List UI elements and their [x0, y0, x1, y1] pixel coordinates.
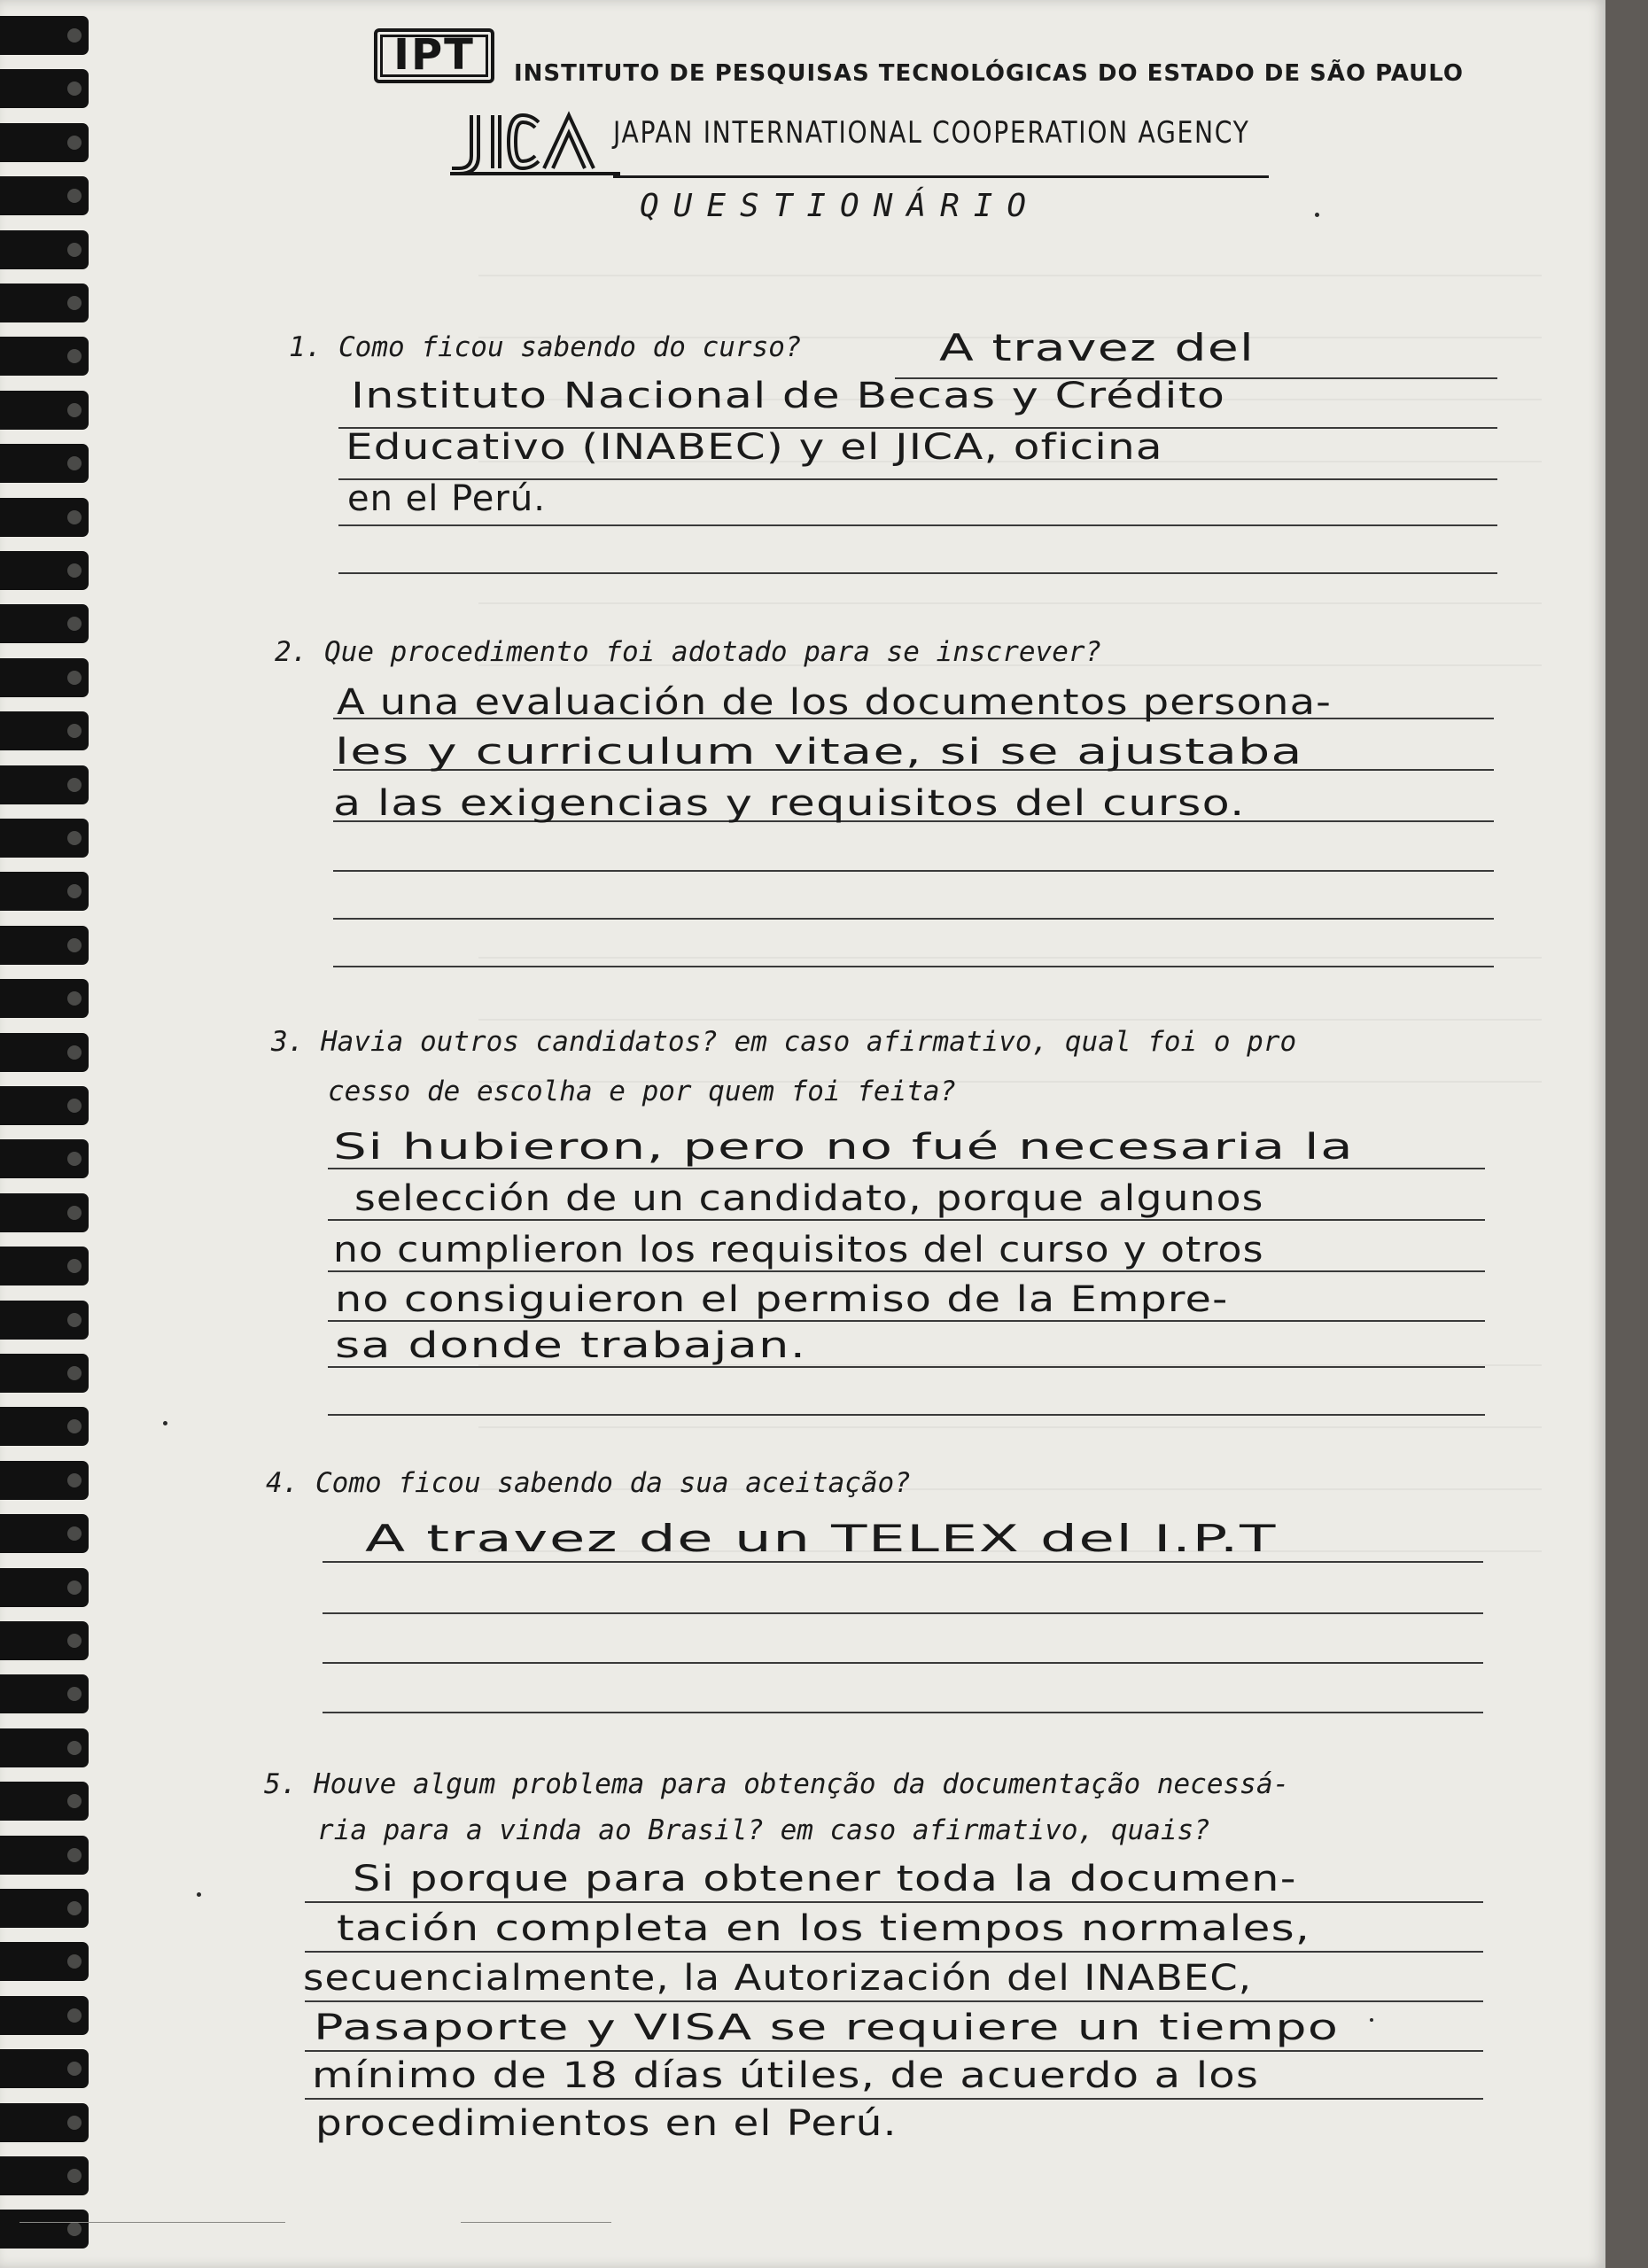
- binding-ring: [0, 123, 89, 162]
- page-title: QUESTIONÁRIO: [640, 188, 1041, 224]
- paper-speck: [163, 1421, 167, 1425]
- binding-ring: [0, 1782, 89, 1821]
- answer-3-line-5: sa donde trabajan.: [335, 1325, 807, 1366]
- answer-1-line-3: Educativo (INABEC) y el JICA, oficina: [346, 427, 1163, 468]
- answer-line: [328, 1270, 1485, 1272]
- answer-line: [323, 1712, 1483, 1713]
- binding-ring: [0, 2156, 89, 2195]
- question-4-number: 4.: [266, 1467, 299, 1499]
- answer-5-line-1: Si porque para obtener toda la documen-: [353, 1859, 1297, 1899]
- binding-ring: [0, 1996, 89, 2035]
- jica-agency-name: JAPAN INTERNATIONAL COOPERATION AGENCY: [613, 115, 1250, 151]
- footer-mark: [19, 2222, 285, 2223]
- question-5-number: 5.: [264, 1768, 298, 1800]
- binding-ring: [0, 176, 89, 215]
- question-2-text: Que procedimento foi adotado para se inscrever?: [324, 636, 1102, 668]
- answer-2-line-3: a las exigencias y requisitos del curso.: [333, 783, 1246, 824]
- answer-3-line-3: no cumplieron los requisitos del curso y otros: [333, 1230, 1264, 1270]
- binding-ring: [0, 551, 89, 590]
- question-3-number: 3.: [271, 1026, 305, 1058]
- binding-ring: [0, 1247, 89, 1285]
- answer-line: [328, 1414, 1485, 1416]
- answer-line: [305, 2000, 1483, 2002]
- question-3: [271, 1026, 1296, 1058]
- binding-ring: [0, 444, 89, 483]
- answer-line: [305, 2050, 1483, 2052]
- binding-ring: [0, 658, 89, 697]
- ipt-logo: IPT: [374, 28, 494, 83]
- binding-ring: [0, 1354, 89, 1393]
- answer-line: [305, 1901, 1483, 1903]
- answer-5-line-3: secuencialmente, la Autorización del INABEC,: [303, 1958, 1253, 1999]
- binding-ring: [0, 1889, 89, 1928]
- answer-line: [305, 2098, 1483, 2100]
- answer-5-line-4: Pasaporte y VISA se requiere un tiempo: [314, 2008, 1340, 2048]
- answer-5-line-6: procedimientos en el Perú.: [315, 2103, 898, 2144]
- binding-ring: [0, 711, 89, 750]
- spiral-binding: [0, 0, 97, 2268]
- answer-4-line-1: A travez de un TELEX del I.P.T: [365, 1517, 1277, 1560]
- answer-line: [323, 1561, 1483, 1563]
- binding-ring: [0, 1407, 89, 1446]
- binding-ring: [0, 284, 89, 322]
- question-5: [264, 1768, 1289, 1800]
- binding-ring: [0, 230, 89, 269]
- answer-3-line-4: no consiguieron el permiso de la Empre-: [335, 1279, 1229, 1320]
- binding-ring: [0, 337, 89, 376]
- answer-line: [328, 1219, 1485, 1221]
- jica-logo: [447, 106, 624, 177]
- binding-ring: [0, 1033, 89, 1072]
- answer-line: [338, 572, 1497, 574]
- question-3-text: Havia outros candidatos? em caso afirmativo, qual foi o pro: [321, 1026, 1297, 1058]
- question-1-number: 1.: [289, 331, 323, 363]
- answer-line: [338, 524, 1497, 526]
- binding-ring: [0, 1514, 89, 1553]
- question-4-text: Como ficou sabendo da sua aceitação?: [315, 1467, 911, 1499]
- binding-ring: [0, 498, 89, 537]
- question-1-text: Como ficou sabendo do curso?: [338, 331, 802, 363]
- binding-ring: [0, 391, 89, 430]
- question-5-text: Houve algum problema para obtenção da documentação necessá-: [314, 1768, 1290, 1800]
- question-2-number: 2.: [275, 636, 308, 668]
- binding-ring: [0, 872, 89, 911]
- question-5-text-continued: ria para a vinda ao Brasil? em caso afirmativo, quais?: [317, 1814, 1210, 1846]
- answer-5-line-5: mínimo de 18 días útiles, de acuerdo a los: [312, 2055, 1260, 2096]
- answer-line: [333, 870, 1494, 872]
- binding-ring: [0, 2103, 89, 2142]
- binding-ring: [0, 765, 89, 804]
- binding-ring: [0, 1836, 89, 1875]
- binding-ring: [0, 1193, 89, 1232]
- answer-line: [328, 1320, 1485, 1322]
- question-2: [275, 636, 1101, 668]
- binding-ring: [0, 2210, 89, 2249]
- binding-ring: [0, 1301, 89, 1340]
- answer-line: [328, 1366, 1485, 1368]
- answer-line: [333, 966, 1494, 967]
- answer-line: [328, 1168, 1485, 1169]
- binding-ring: [0, 1942, 89, 1981]
- binding-ring: [0, 1461, 89, 1500]
- answer-line: [305, 1951, 1483, 1953]
- page-edge: [1605, 0, 1648, 2268]
- binding-ring: [0, 2049, 89, 2088]
- binding-ring: [0, 604, 89, 643]
- answer-2-line-2: les y curriculum vitae, si se ajustaba: [335, 732, 1303, 773]
- answer-line: [323, 1612, 1483, 1614]
- binding-ring: [0, 819, 89, 858]
- letterhead: [372, 25, 1464, 184]
- answer-1-line-1: A travez del: [939, 326, 1255, 369]
- binding-ring: [0, 16, 89, 55]
- answer-2-line-1: A una evaluación de los documentos persona-: [337, 682, 1333, 723]
- header-rule: [613, 175, 1269, 178]
- paper-speck: [1315, 213, 1319, 217]
- binding-ring: [0, 1086, 89, 1125]
- binding-ring: [0, 69, 89, 108]
- binding-ring: [0, 926, 89, 965]
- answer-3-line-2: selección de un candidato, porque algunos: [354, 1178, 1264, 1219]
- answer-5-line-2: tación completa en los tiempos normales,: [337, 1908, 1311, 1949]
- question-3-text-continued: cesso de escolha e por quem foi feita?: [328, 1076, 957, 1107]
- binding-ring: [0, 1139, 89, 1178]
- binding-ring: [0, 1568, 89, 1607]
- binding-ring: [0, 1728, 89, 1767]
- question-4: [266, 1467, 911, 1499]
- binding-ring: [0, 1621, 89, 1660]
- question-1: [289, 331, 802, 363]
- answer-1-line-2: Instituto Nacional de Becas y Crédito: [351, 376, 1226, 416]
- footer-mark: [461, 2222, 611, 2223]
- paper-speck: [197, 1892, 201, 1897]
- answer-line: [333, 918, 1494, 920]
- binding-ring: [0, 1674, 89, 1713]
- answer-line: [323, 1662, 1483, 1664]
- binding-ring: [0, 979, 89, 1018]
- answer-1-line-4: en el Perú.: [347, 478, 546, 519]
- ipt-institution-name: INSTITUTO DE PESQUISAS TECNOLÓGICAS DO ESTADO DE SÃO PAULO: [514, 60, 1464, 87]
- answer-3-line-1: Si hubieron, pero no fué necesaria la: [333, 1127, 1355, 1168]
- paper-speck: [1370, 2018, 1373, 2022]
